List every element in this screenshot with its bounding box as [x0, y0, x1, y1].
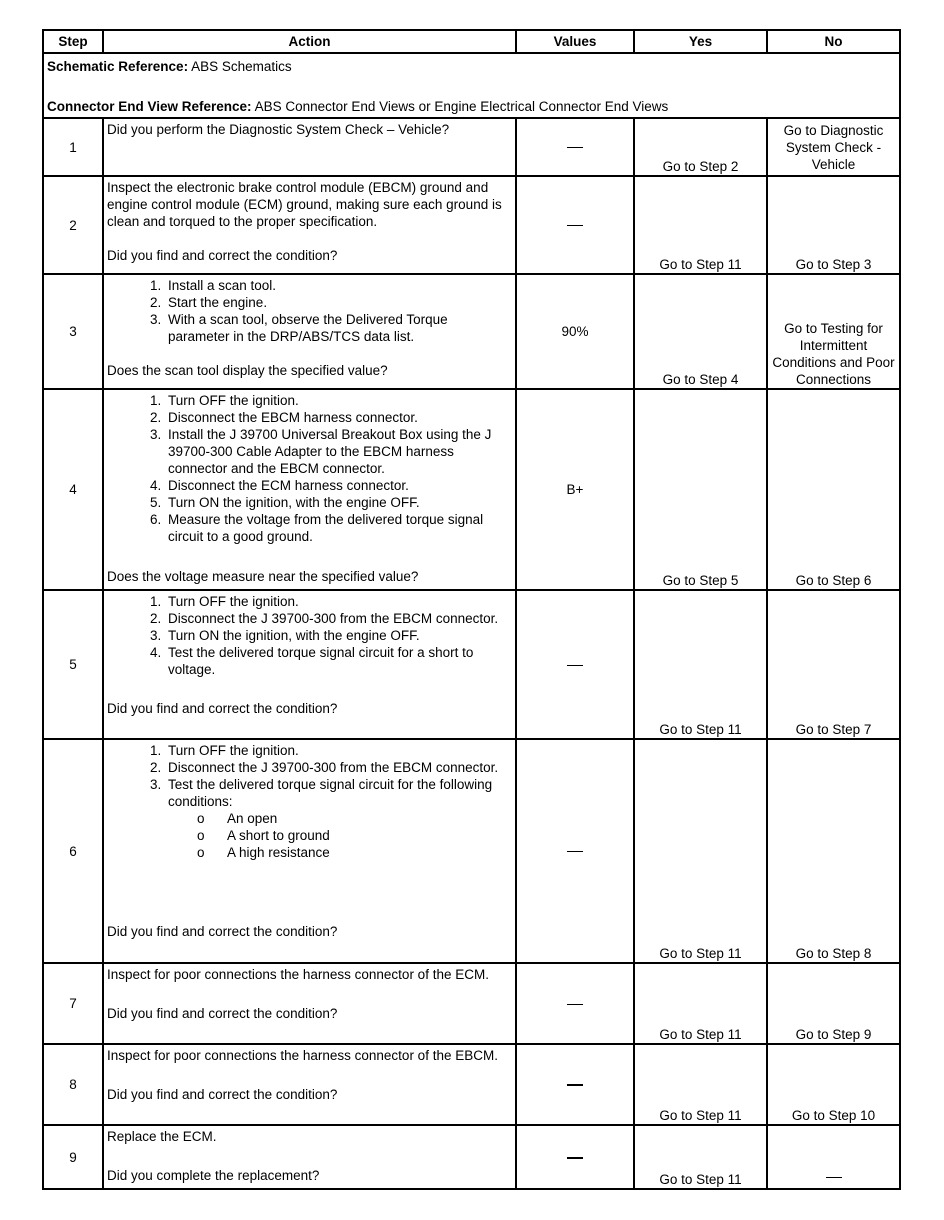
- yes-cell: Go to Step 11: [634, 1044, 767, 1125]
- list-item: 1. Install a scan tool.: [165, 277, 512, 294]
- step-number: 9: [43, 1125, 103, 1189]
- list-item-text: Test the delivered torque signal circuit for the following conditions:: [168, 777, 493, 809]
- question-text: Did you find and correct the condition?: [107, 701, 338, 716]
- question-text: Did you find and correct the condition?: [107, 1087, 338, 1102]
- step-number: 3: [43, 274, 103, 389]
- question-text: Did you find and correct the condition?: [107, 1006, 338, 1021]
- step-number: 1: [43, 118, 103, 176]
- yes-cell: Go to Step 11: [634, 590, 767, 739]
- instruction-text: Inspect for poor connections the harness connector of the EBCM.: [107, 1048, 498, 1063]
- yes-cell: Go to Step 11: [634, 963, 767, 1044]
- connector-value: ABS Connector End Views or Engine Electrical Connector End Views: [254, 99, 669, 114]
- action-cell: [103, 118, 516, 176]
- action-cell: [103, 1125, 516, 1189]
- list-item: 2. Start the engine.: [165, 294, 512, 311]
- no-cell: Go to Step 8: [767, 739, 900, 963]
- no-cell: Go to Step 7: [767, 590, 900, 739]
- header-action: Action: [103, 30, 516, 53]
- question-text: Did you complete the replacement?: [107, 1168, 320, 1183]
- yes-cell: Go to Step 5: [634, 389, 767, 590]
- dash-mark: [567, 1084, 583, 1086]
- no-cell: Go to Step 6: [767, 389, 900, 590]
- list-item: 4. Disconnect the ECM harness connector.: [165, 477, 512, 494]
- list-item: 1. Turn OFF the ignition.: [165, 392, 512, 409]
- dash-mark: [567, 1004, 583, 1005]
- instruction-list: [107, 742, 512, 810]
- condition-list: [107, 810, 512, 861]
- question-text: Does the voltage measure near the specified value?: [107, 569, 419, 584]
- dash-mark: [567, 225, 583, 226]
- question-text: Does the scan tool display the specified value?: [107, 363, 388, 378]
- no-cell: Go to Step 3: [767, 176, 900, 274]
- dash-mark: [567, 665, 583, 666]
- list-item: 2. Disconnect the J 39700-300 from the EBCM connector.: [165, 610, 512, 627]
- table-row: [43, 739, 900, 963]
- schematic-value: ABS Schematics: [191, 59, 292, 74]
- step-number: 7: [43, 963, 103, 1044]
- no-cell: Go to Step 10: [767, 1044, 900, 1125]
- schematic-label: Schematic Reference:: [47, 59, 189, 74]
- list-item: [165, 776, 512, 810]
- list-item: 5. Turn ON the ignition, with the engine OFF.: [165, 494, 512, 511]
- value-cell: [516, 118, 634, 176]
- value-cell: [516, 963, 634, 1044]
- list-item: 3. With a scan tool, observe the Delivered Torque parameter in the DRP/ABS/TCS data list.: [165, 311, 512, 345]
- value-cell: [516, 176, 634, 274]
- instruction-list: [107, 593, 512, 678]
- table-row: [43, 1044, 900, 1125]
- table-row: [43, 590, 900, 739]
- schematic-reference: [47, 57, 896, 77]
- connector-reference: [47, 97, 896, 117]
- action-cell: [103, 389, 516, 590]
- dash-mark: [826, 1177, 842, 1178]
- list-item: 4. Test the delivered torque signal circuit for a short to voltage.: [165, 644, 512, 678]
- instruction-list: [107, 392, 512, 545]
- action-cell: [103, 590, 516, 739]
- table-row: [43, 1125, 900, 1189]
- yes-cell: Go to Step 11: [634, 176, 767, 274]
- table-row: [43, 118, 900, 176]
- list-item: o A short to ground: [227, 827, 512, 844]
- no-cell: Go to Testing for Intermittent Conditions and Poor Connections: [767, 274, 900, 389]
- value-cell: [516, 590, 634, 739]
- value-cell: [516, 1125, 634, 1189]
- list-item: 2. Disconnect the EBCM harness connector.: [165, 409, 512, 426]
- value-cell: [516, 1044, 634, 1125]
- action-cell: [103, 176, 516, 274]
- instruction-text: Replace the ECM.: [107, 1129, 217, 1144]
- no-cell: Go to Diagnostic System Check - Vehicle: [767, 118, 900, 176]
- list-item: 2. Disconnect the J 39700-300 from the EBCM connector.: [165, 759, 512, 776]
- instruction-list: [107, 277, 512, 345]
- list-item: o An open: [227, 810, 512, 827]
- step-number: 4: [43, 389, 103, 590]
- header-step: Step: [43, 30, 103, 53]
- diagnostic-table: [42, 29, 901, 1190]
- action-cell: [103, 739, 516, 963]
- value-cell: 90%: [516, 274, 634, 389]
- instruction-text: Inspect for poor connections the harness connector of the ECM.: [107, 967, 489, 982]
- question-text: Did you perform the Diagnostic System Check – Vehicle?: [107, 122, 450, 137]
- question-text: Did you find and correct the condition?: [107, 924, 338, 939]
- table-row: [43, 274, 900, 389]
- header-row: [43, 30, 900, 53]
- no-cell: Go to Step 9: [767, 963, 900, 1044]
- yes-cell: Go to Step 11: [634, 739, 767, 963]
- reference-row: [43, 53, 900, 118]
- list-item: 1. Turn OFF the ignition.: [165, 742, 512, 759]
- action-cell: [103, 963, 516, 1044]
- table-row: [43, 176, 900, 274]
- list-item: o A high resistance: [227, 844, 512, 861]
- step-number: 8: [43, 1044, 103, 1125]
- connector-label: Connector End View Reference:: [47, 99, 252, 114]
- yes-cell: Go to Step 4: [634, 274, 767, 389]
- no-cell: [767, 1125, 900, 1189]
- yes-cell: Go to Step 11: [634, 1125, 767, 1189]
- value-cell: [516, 739, 634, 963]
- list-item: 3. Install the J 39700 Universal Breakout Box using the J 39700-300 Cable Adapter to the EBCM harness connector and the EBCM connector.: [165, 426, 512, 477]
- dash-mark: [567, 1157, 583, 1159]
- yes-cell: Go to Step 2: [634, 118, 767, 176]
- step-number: 5: [43, 590, 103, 739]
- header-no: No: [767, 30, 900, 53]
- list-item: 3. Turn ON the ignition, with the engine OFF.: [165, 627, 512, 644]
- table-row: [43, 963, 900, 1044]
- list-item: 6. Measure the voltage from the delivered torque signal circuit to a good ground.: [165, 511, 512, 545]
- dash-mark: [567, 851, 583, 852]
- action-cell: [103, 1044, 516, 1125]
- table-row: [43, 389, 900, 590]
- question-text: Did you find and correct the condition?: [107, 248, 338, 263]
- reference-cell: [43, 53, 900, 118]
- header-values: Values: [516, 30, 634, 53]
- list-item: 1. Turn OFF the ignition.: [165, 593, 512, 610]
- step-number: 6: [43, 739, 103, 963]
- instruction-text: Inspect the electronic brake control module (EBCM) ground and engine control module (ECM) ground, making sure each ground is clean and torqued to the proper specification.: [107, 180, 502, 229]
- header-yes: Yes: [634, 30, 767, 53]
- step-number: 2: [43, 176, 103, 274]
- action-cell: [103, 274, 516, 389]
- value-cell: B+: [516, 389, 634, 590]
- dash-mark: [567, 147, 583, 148]
